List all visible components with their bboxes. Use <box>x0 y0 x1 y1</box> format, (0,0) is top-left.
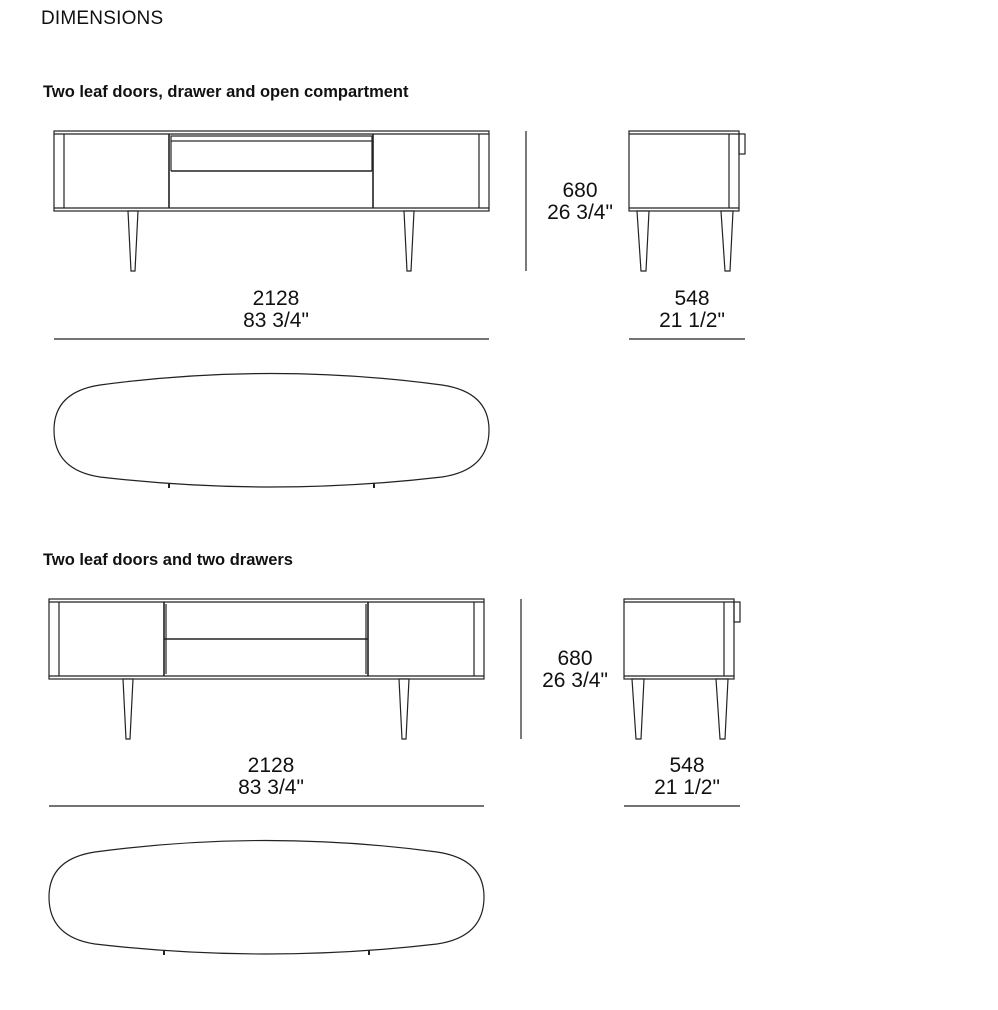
variant-2-side-view <box>624 599 740 739</box>
variant-2-depth-label <box>635 755 739 799</box>
variant-1-height-mm: 680 <box>562 179 598 202</box>
variant-2-width-inch: 83 3/4" <box>238 776 304 799</box>
variant-1-width-mm: 2128 <box>252 287 300 310</box>
variant-1-front-view <box>54 131 489 271</box>
page-title: DIMENSIONS <box>41 8 164 29</box>
variant-1-title: Two leaf doors, drawer and open compartment <box>43 83 409 101</box>
variant-2-title: Two leaf doors and two drawers <box>43 551 293 569</box>
variant-1-top-view <box>54 374 489 489</box>
variant-2-height-mm: 680 <box>557 647 593 670</box>
variant-2-depth-inch: 21 1/2" <box>654 776 720 799</box>
variant-2-height-inch: 26 3/4" <box>542 669 608 692</box>
variant-1-width-label <box>216 288 336 332</box>
variant-1-depth-mm: 548 <box>674 287 710 310</box>
variant-1-width-inch: 83 3/4" <box>243 309 309 332</box>
variant-2-front-view <box>49 599 484 739</box>
variant-1-height-label <box>530 180 630 224</box>
variant-2-height-label <box>525 648 625 692</box>
variant-2-width-mm: 2128 <box>247 754 295 777</box>
variant-2-width-label <box>211 755 331 799</box>
variant-2-depth-mm: 548 <box>669 754 705 777</box>
variant-1-side-view <box>629 131 745 271</box>
variant-1-depth-label <box>640 288 744 332</box>
variant-1-height-inch: 26 3/4" <box>547 201 613 224</box>
variant-1-depth-inch: 21 1/2" <box>659 309 725 332</box>
variant-2-top-view <box>49 841 484 956</box>
